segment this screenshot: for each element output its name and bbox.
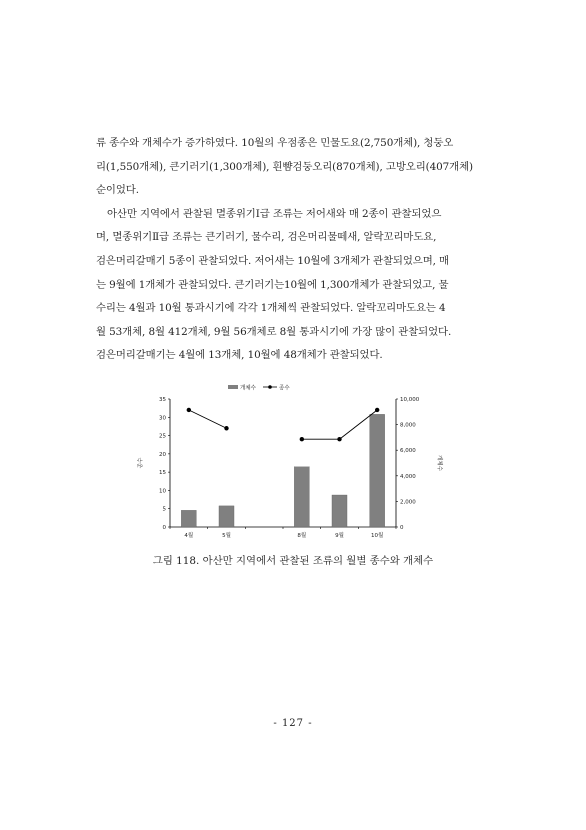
text-line: 아산만 지역에서 관찰된 멸종위기Ⅰ급 조류는 저어새와 매 2종이 관찰되었으 bbox=[107, 207, 442, 220]
x-tick-label: 8월 bbox=[297, 533, 307, 539]
species-point bbox=[375, 408, 379, 412]
left-tick-label: 0 bbox=[162, 525, 166, 531]
left-tick-label: 30 bbox=[159, 415, 166, 422]
text-line: 검은머리갈매기는 4월에 13개체, 10월에 48개체가 관찰되었다. bbox=[96, 349, 383, 362]
text-line: 월 53개체, 8월 412개체, 9월 56개체로 8월 통과시기에 가장 많이 관찰되었다. bbox=[96, 325, 452, 338]
right-tick-label: 2,000 bbox=[400, 499, 416, 506]
text-line: 순이었다. bbox=[96, 184, 139, 197]
bar-count bbox=[219, 506, 234, 527]
left-tick-label: 5 bbox=[162, 506, 166, 513]
left-axis-label: 종수 bbox=[138, 457, 144, 469]
page-number: - 127 - bbox=[273, 718, 313, 729]
paragraph-2 bbox=[96, 203, 490, 368]
left-tick-label: 15 bbox=[159, 470, 166, 477]
x-tick-label: 4월 bbox=[184, 533, 194, 539]
right-tick-label: 8,000 bbox=[400, 422, 416, 429]
species-point bbox=[300, 437, 304, 441]
x-tick-label: 9월 bbox=[335, 533, 344, 539]
text-line: 류 종수와 개체수가 증가하였다. 10월의 우점종은 민물도요(2,750개체), 청둥오 bbox=[96, 137, 454, 149]
legend-bar-label: 개체수 bbox=[240, 385, 256, 392]
text-line: 는 9월에 1개체가 관찰되었다. 큰기러기는10월에 1,300개체가 관찰되었고, 물 bbox=[96, 278, 449, 291]
right-tick-label: 0 bbox=[400, 525, 404, 531]
right-tick-label: 6,000 bbox=[400, 448, 416, 455]
x-tick-label: 10월 bbox=[371, 533, 384, 539]
legend-line-marker bbox=[268, 385, 272, 389]
text-line: 리(1,550개체), 큰기러기(1,300개체), 흰뺨검둥오리(870개체), 고방오리(407개체) bbox=[96, 160, 473, 173]
species-point bbox=[337, 437, 341, 441]
species-line-segment bbox=[189, 410, 227, 428]
chart-svg bbox=[130, 382, 450, 552]
monthly-bird-chart bbox=[130, 382, 450, 552]
x-tick-label: 5월 bbox=[222, 533, 231, 539]
species-point bbox=[224, 426, 228, 430]
figure-caption: 그림 118. 아산만 지역에서 관찰된 조류의 월별 종수와 개체수 bbox=[152, 555, 434, 567]
bar-count bbox=[370, 414, 385, 527]
text-line: 수리는 4월과 10월 통과시기에 각각 1개체씩 관찰되었다. 알락꼬리마도요는 4 bbox=[96, 302, 446, 315]
right-axis-label: 개체수 bbox=[436, 455, 442, 471]
bar-count bbox=[181, 510, 196, 527]
paragraph-1 bbox=[96, 132, 490, 203]
bar-count bbox=[294, 467, 309, 527]
left-tick-label: 35 bbox=[159, 397, 166, 403]
bar-count bbox=[332, 495, 347, 527]
right-tick-label: 4,000 bbox=[400, 473, 416, 480]
legend-line-label: 종수 bbox=[279, 385, 290, 392]
left-tick-label: 25 bbox=[159, 433, 166, 440]
species-point bbox=[187, 408, 191, 412]
left-tick-label: 10 bbox=[159, 488, 166, 495]
text-line: 검은머리갈매기 5종이 관찰되었다. 저어새는 10월에 3개체가 관찰되었으며, 매 bbox=[96, 254, 449, 267]
text-line: 며, 멸종위기Ⅱ급 조류는 큰기러기, 물수리, 검은머리물떼새, 알락꼬리마도요, bbox=[96, 231, 437, 244]
left-tick-label: 20 bbox=[159, 451, 166, 458]
legend-bar-swatch bbox=[228, 385, 238, 389]
right-tick-label: 10,000 bbox=[400, 397, 420, 403]
body-text bbox=[96, 132, 490, 368]
